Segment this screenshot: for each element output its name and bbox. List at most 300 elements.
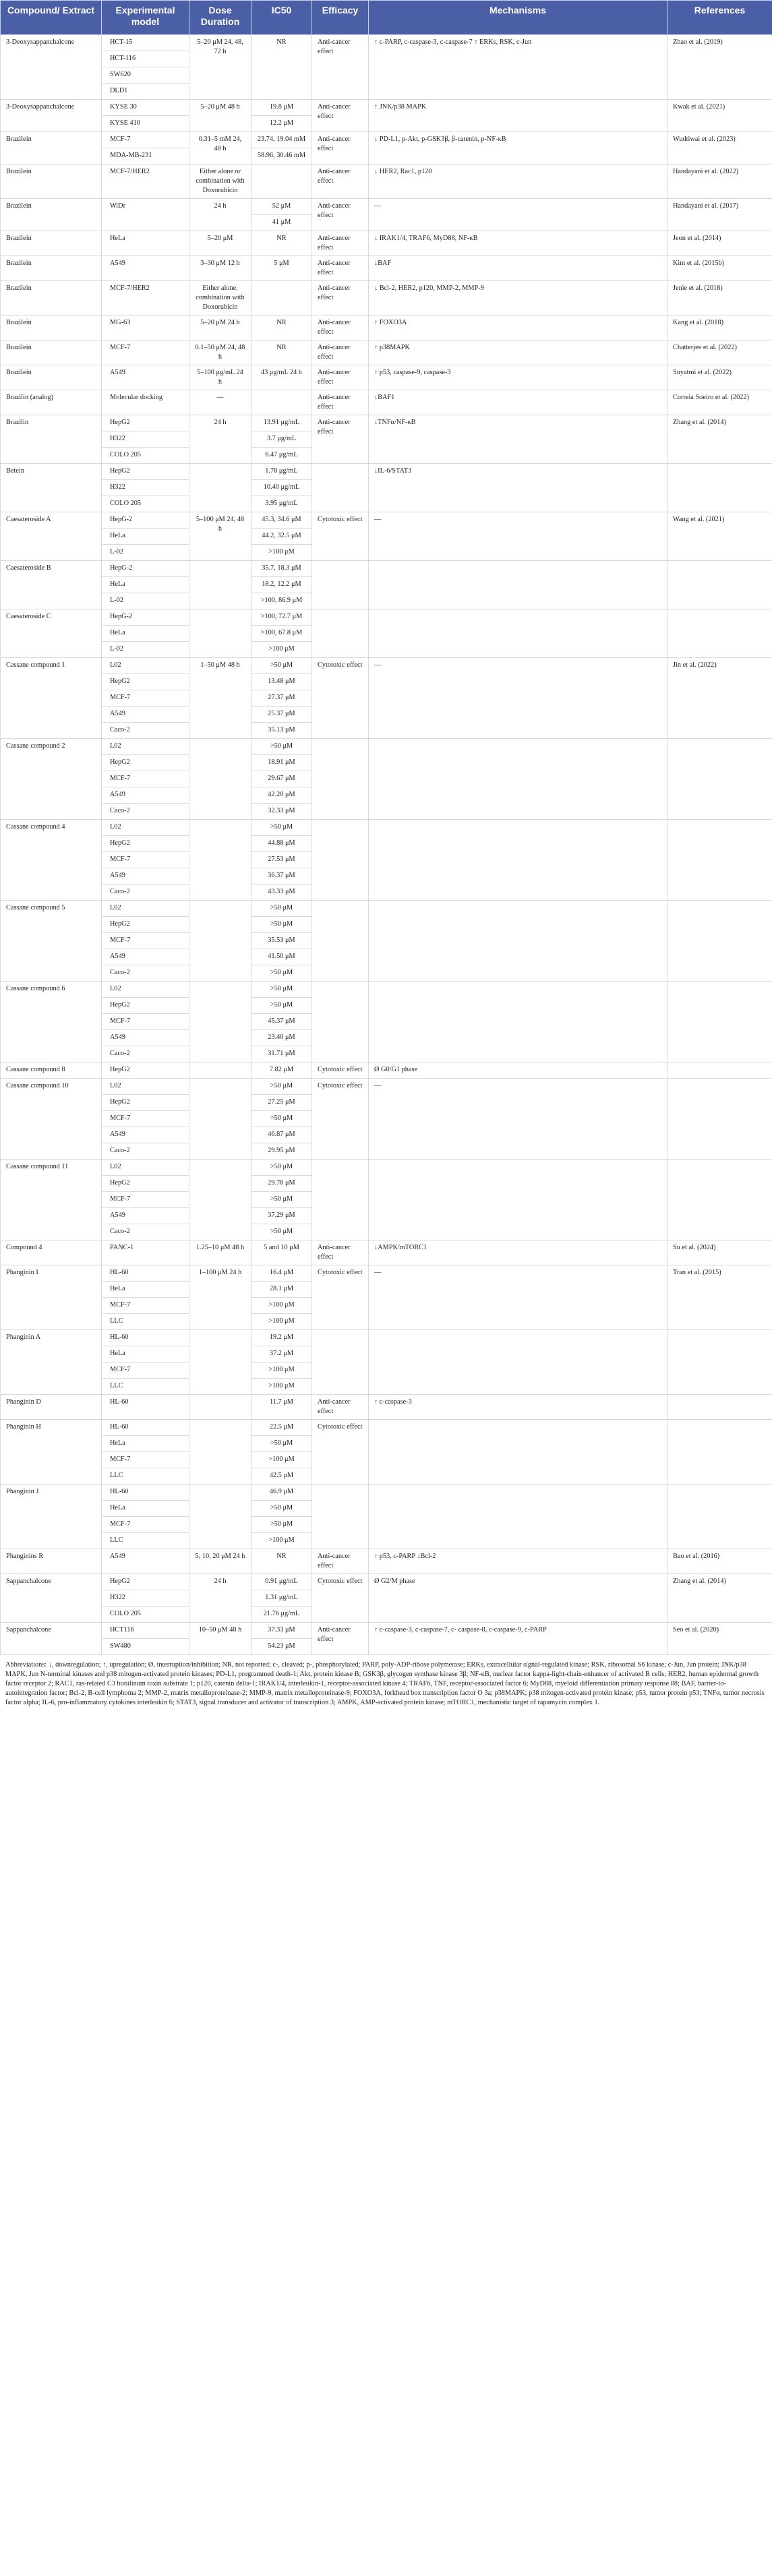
ic50-cell	[251, 281, 312, 316]
ic50-cell: 12.2 μM	[251, 116, 312, 132]
mechanisms-cell: ↑ p53, caspase-9, caspase-3	[369, 365, 667, 390]
dose-cell	[189, 1420, 251, 1485]
reference-cell: Kang et al. (2018)	[667, 316, 772, 340]
dose-cell: 10–50 μM 48 h	[189, 1623, 251, 1655]
reference-cell	[667, 1160, 772, 1240]
compound-cell: Cassane compound 1	[1, 658, 102, 739]
ic50-cell: 46.9 μM	[251, 1485, 312, 1501]
model-cell: L-02	[102, 593, 189, 609]
model-cell: KYSE 410	[102, 116, 189, 132]
model-cell: L02	[102, 901, 189, 917]
reference-cell	[667, 739, 772, 820]
header-references: References	[667, 1, 772, 35]
efficacy-cell: Cytotoxic effect	[312, 1574, 369, 1623]
model-cell: HeLa	[102, 626, 189, 642]
ic50-cell: >100 μM	[251, 1533, 312, 1549]
reference-cell	[667, 1330, 772, 1395]
efficacy-cell	[312, 1160, 369, 1240]
compound-cell: Brazilein	[1, 316, 102, 340]
reference-cell: Zhang et al. (2014)	[667, 415, 772, 464]
dose-cell: 24 h	[189, 1574, 251, 1623]
compound-cell: Phanginin I	[1, 1265, 102, 1330]
compound-cell: Brazilein	[1, 281, 102, 316]
mechanisms-cell	[369, 901, 667, 982]
ic50-cell: 36.37 μM	[251, 868, 312, 885]
model-cell: MCF-7	[102, 1298, 189, 1314]
header-row	[1, 1, 772, 35]
table-row	[1, 164, 772, 199]
model-cell: HepG2	[102, 998, 189, 1014]
model-cell: PANC-1	[102, 1240, 189, 1265]
ic50-cell: >50 μM	[251, 1192, 312, 1208]
reference-cell	[667, 464, 772, 512]
dose-cell: 5–20 μM 24, 48, 72 h	[189, 35, 251, 100]
compound-cell: Brazilein	[1, 365, 102, 390]
model-cell: HL-60	[102, 1265, 189, 1282]
dose-cell: 0.1–50 μM 24, 48 h	[189, 340, 251, 365]
ic50-cell: 42.5 μM	[251, 1468, 312, 1485]
model-cell: SW480	[102, 1639, 189, 1655]
mechanisms-cell: ↓TNFα/NF-κB	[369, 415, 667, 464]
reference-cell: Handayani et al. (2017)	[667, 199, 772, 231]
ic50-cell: 45.37 μM	[251, 1014, 312, 1030]
dose-cell: 1–50 μM 48 h	[189, 658, 251, 739]
mechanisms-cell: ↑ FOXO3A	[369, 316, 667, 340]
mechanisms-cell: Ø G2/M phase	[369, 1574, 667, 1623]
model-cell: HL-60	[102, 1485, 189, 1501]
model-cell: A549	[102, 949, 189, 965]
ic50-cell: >50 μM	[251, 1224, 312, 1240]
model-cell: A549	[102, 1549, 189, 1574]
compound-cell: Cassane compound 6	[1, 982, 102, 1062]
dose-cell: 5–100 μM 24, 48 h	[189, 512, 251, 561]
ic50-cell: NR	[251, 231, 312, 256]
table-row	[1, 1160, 772, 1176]
ic50-cell: >50 μM	[251, 1160, 312, 1176]
ic50-cell: 5 μM	[251, 256, 312, 281]
model-cell: A549	[102, 1208, 189, 1224]
table-row	[1, 365, 772, 390]
ic50-cell: >100 μM	[251, 642, 312, 658]
compound-cell: Brazilein	[1, 340, 102, 365]
model-cell: HL-60	[102, 1330, 189, 1346]
compound-cell: Phanginins R	[1, 1549, 102, 1574]
ic50-cell: 11.7 μM	[251, 1395, 312, 1420]
table-row	[1, 281, 772, 316]
efficacy-cell: Cytotoxic effect	[312, 658, 369, 739]
ic50-cell: 29.67 μM	[251, 771, 312, 787]
ic50-cell: NR	[251, 1549, 312, 1574]
abbreviations-footnote: Abbreviations: ↓, downregulation; ↑, upregulation; Ø, interruption/inhibition; NR, not reported; c-, cleaved; p-, phosphorylated; PARP, poly-ADP-ribose polymerase; ERKs, extracellular signal-regulated kinase; RSK, ribosomal S6 kinase; c-Jun, Jun protein; JNK/p38 MAPK, Jun N-terminal kinases and p38 mitogen-activated protein kinases; PD-L1, programmed death-1; Akt, protein kinase B; GSK3β, glycogen synthase kinase 3β; NF-κB, nuclear factor kappa-light-chain-enhancer of activated B cells; HER2, human epidermal growth factor receptor 2; RAC1, ras-related C3 botulinum toxin substrate 1; p120, catenin delta-1; IRAK1/4, interleukin-1, receptor-associated kinase 4; TRAF6, TNF, receptor-associated factor 6; MyD88, myeloid differentiation primary response 88; BAF, barrier-to-autointegration factor; Bcl-2, B-cell lymphoma 2; MMP-2, matrix metalloproteinase-2; MMP-9, matrix metalloproteinase-9; FOXO3A, forkhead box transcription factor O 3a; p38MAPK; p38 mitogen-activated protein kinase; p53, tumor protein p53; TNFα, tumor necrosis factor alpha; IL-6, pro-inflammatory cytokines interleukin 6; STAT3, signal transducer and activator of transcription 3; AMPK, AMP-activated protein kinase; mTORC1, mechanistic target of rapamycin complex 1.	[5, 1661, 765, 1706]
efficacy-cell	[312, 739, 369, 820]
model-cell: MCF-7	[102, 1014, 189, 1030]
ic50-cell: >50 μM	[251, 1517, 312, 1533]
dose-cell: 24 h	[189, 415, 251, 464]
model-cell: COLO 205	[102, 448, 189, 464]
mechanisms-cell: —	[369, 1079, 667, 1160]
ic50-cell: >100, 86.9 μM	[251, 593, 312, 609]
model-cell: WiDr	[102, 199, 189, 231]
model-cell: HepG2	[102, 836, 189, 852]
model-cell: LLC	[102, 1468, 189, 1485]
model-cell: H322	[102, 431, 189, 448]
ic50-cell: >50 μM	[251, 982, 312, 998]
ic50-cell: 44.88 μM	[251, 836, 312, 852]
ic50-cell: 31.71 μM	[251, 1046, 312, 1062]
dose-cell	[189, 982, 251, 1062]
dose-cell	[189, 1160, 251, 1240]
ic50-cell: 43 μg/mL 24 h	[251, 365, 312, 390]
ic50-cell: 18.2, 12.2 μM	[251, 577, 312, 593]
ic50-cell: 42.20 μM	[251, 787, 312, 804]
mechanisms-cell: —	[369, 512, 667, 561]
ic50-cell: 1.31 μg/mL	[251, 1590, 312, 1607]
model-cell: HeLa	[102, 1282, 189, 1298]
model-cell: HepG2	[102, 1176, 189, 1192]
mechanisms-cell: —	[369, 658, 667, 739]
table-row	[1, 739, 772, 755]
reference-cell: Chatterjee et al. (2022)	[667, 340, 772, 365]
table-row	[1, 1265, 772, 1282]
table-row	[1, 901, 772, 917]
mechanisms-cell	[369, 609, 667, 658]
model-cell: L-02	[102, 545, 189, 561]
table-row	[1, 256, 772, 281]
table-row	[1, 1330, 772, 1346]
model-cell: HepG2	[102, 1062, 189, 1079]
ic50-cell: >50 μM	[251, 965, 312, 982]
ic50-cell: 27.37 μM	[251, 690, 312, 707]
table-row	[1, 316, 772, 340]
mechanisms-cell: ↓AMPK/mTORC1	[369, 1240, 667, 1265]
efficacy-cell	[312, 464, 369, 512]
efficacy-cell: Anti-cancer effect	[312, 35, 369, 100]
efficacy-cell	[312, 1330, 369, 1395]
model-cell: HepG2	[102, 415, 189, 431]
efficacy-cell: Anti-cancer effect	[312, 281, 369, 316]
compound-cell: Caesateroside C	[1, 609, 102, 658]
compound-cell: Brazilein	[1, 164, 102, 199]
efficacy-cell: Cytotoxic effect	[312, 1062, 369, 1079]
reference-cell: Zhang et al. (2014)	[667, 1574, 772, 1623]
reference-cell: Kim et al. (2015b)	[667, 256, 772, 281]
dose-cell: 5, 10, 20 μM 24 h	[189, 1549, 251, 1574]
efficacy-cell: Anti-cancer effect	[312, 231, 369, 256]
reference-cell: Wudtiwai et al. (2023)	[667, 132, 772, 164]
efficacy-cell: Anti-cancer effect	[312, 1623, 369, 1655]
mechanisms-cell: ↑ c-caspase-3	[369, 1395, 667, 1420]
dose-cell: Either alone, combination with Doxorubicin	[189, 281, 251, 316]
ic50-cell: >50 μM	[251, 1111, 312, 1127]
table-row	[1, 132, 772, 148]
model-cell: MCF-7	[102, 690, 189, 707]
model-cell: HL-60	[102, 1420, 189, 1436]
model-cell: A549	[102, 787, 189, 804]
header-mechanisms: Mechanisms	[369, 1, 667, 35]
ic50-cell: 41 μM	[251, 215, 312, 231]
compound-cell: Phanginin A	[1, 1330, 102, 1395]
model-cell: HepG-2	[102, 561, 189, 577]
ic50-cell: 16.4 μM	[251, 1265, 312, 1282]
ic50-cell: 29.95 μM	[251, 1143, 312, 1160]
efficacy-cell: Anti-cancer effect	[312, 316, 369, 340]
ic50-cell: 35.13 μM	[251, 723, 312, 739]
table-row	[1, 1079, 772, 1095]
dose-cell: 5–20 μM 48 h	[189, 100, 251, 132]
dose-cell	[189, 609, 251, 658]
mechanisms-cell: —	[369, 199, 667, 231]
ic50-cell: 27.25 μM	[251, 1095, 312, 1111]
ic50-cell: >50 μM	[251, 1079, 312, 1095]
model-cell: HepG2	[102, 464, 189, 480]
model-cell: COLO 205	[102, 1607, 189, 1623]
ic50-cell: 35.53 μM	[251, 933, 312, 949]
ic50-cell: NR	[251, 316, 312, 340]
model-cell: Caco-2	[102, 1143, 189, 1160]
model-cell: MCF-7	[102, 1517, 189, 1533]
efficacy-cell: Cytotoxic effect	[312, 1420, 369, 1485]
table-row	[1, 658, 772, 674]
efficacy-cell: Anti-cancer effect	[312, 256, 369, 281]
compound-cell: Phanginin D	[1, 1395, 102, 1420]
mechanisms-cell	[369, 739, 667, 820]
dose-cell	[189, 464, 251, 512]
table-row	[1, 512, 772, 529]
header-model: Experimental model	[102, 1, 189, 35]
model-cell: DLD1	[102, 84, 189, 100]
reference-cell: Kwak et al. (2021)	[667, 100, 772, 132]
ic50-cell: >100 μM	[251, 1379, 312, 1395]
reference-cell	[667, 1485, 772, 1549]
mechanisms-cell: ↑ p38MAPK	[369, 340, 667, 365]
ic50-cell: >50 μM	[251, 1501, 312, 1517]
compound-cell: Caesateroside A	[1, 512, 102, 561]
ic50-cell: 1.78 μg/mL	[251, 464, 312, 480]
model-cell: LLC	[102, 1379, 189, 1395]
model-cell: HepG2	[102, 755, 189, 771]
reference-cell: Jin et al. (2022)	[667, 658, 772, 739]
mechanisms-cell	[369, 820, 667, 901]
model-cell: L02	[102, 820, 189, 836]
reference-cell: Seo et al. (2020)	[667, 1623, 772, 1655]
model-cell: MCF-7	[102, 132, 189, 148]
model-cell: Caco-2	[102, 804, 189, 820]
model-cell: L02	[102, 982, 189, 998]
mechanisms-cell: ↓ HER2, Rac1, p120	[369, 164, 667, 199]
table-row	[1, 1240, 772, 1265]
ic50-cell: 10.40 μg/mL	[251, 480, 312, 496]
mechanisms-cell: ↑ p53, c-PARP ↓Bcl-2	[369, 1549, 667, 1574]
ic50-cell: >100 μM	[251, 545, 312, 561]
dose-cell: —	[189, 390, 251, 415]
table-row	[1, 199, 772, 215]
compound-cell: Cassane compound 11	[1, 1160, 102, 1240]
model-cell: A549	[102, 1030, 189, 1046]
compound-cell: Cassane compound 2	[1, 739, 102, 820]
ic50-cell: 44.2, 32.5 μM	[251, 529, 312, 545]
ic50-cell: >50 μM	[251, 820, 312, 836]
model-cell: MCF-7	[102, 1192, 189, 1208]
ic50-cell: >100 μM	[251, 1452, 312, 1468]
ic50-cell	[251, 390, 312, 415]
table-body	[1, 35, 772, 1655]
reference-cell: Bao et al. (2016)	[667, 1549, 772, 1574]
table-row	[1, 464, 772, 480]
compound-cell: Sappanchalcone	[1, 1574, 102, 1623]
ic50-cell: 21.76 μg/mL	[251, 1607, 312, 1623]
table-row	[1, 231, 772, 256]
ic50-cell: 3.95 μg/mL	[251, 496, 312, 512]
mechanisms-cell	[369, 1420, 667, 1485]
header-dose: Dose Duration	[189, 1, 251, 35]
ic50-cell: 18.91 μM	[251, 755, 312, 771]
dose-cell: 1.25–10 μM 48 h	[189, 1240, 251, 1265]
compound-cell: Phanginin H	[1, 1420, 102, 1485]
efficacy-cell: Anti-cancer effect	[312, 132, 369, 164]
model-cell: L02	[102, 1079, 189, 1095]
dose-cell: 24 h	[189, 199, 251, 231]
compound-cell: Phanginin J	[1, 1485, 102, 1549]
dose-cell: 1–100 μM 24 h	[189, 1265, 251, 1330]
ic50-cell: >100 μM	[251, 1314, 312, 1330]
model-cell: MCF-7	[102, 852, 189, 868]
reference-cell: Zhao et al. (2019)	[667, 35, 772, 100]
reference-cell: Wang et al. (2021)	[667, 512, 772, 561]
compound-cell: Brazilin (analog)	[1, 390, 102, 415]
efficacy-cell: Anti-cancer effect	[312, 1395, 369, 1420]
model-cell: HeLa	[102, 231, 189, 256]
model-cell: HepG2	[102, 917, 189, 933]
ic50-cell: 54.23 μM	[251, 1639, 312, 1655]
reference-cell: Tran et al. (2015)	[667, 1265, 772, 1330]
model-cell: HeLa	[102, 577, 189, 593]
ic50-cell: 37.2 μM	[251, 1346, 312, 1362]
model-cell: MCF-7	[102, 771, 189, 787]
reference-cell	[667, 1079, 772, 1160]
model-cell: L02	[102, 1160, 189, 1176]
model-cell: COLO 205	[102, 496, 189, 512]
model-cell: HeLa	[102, 529, 189, 545]
table-row	[1, 1420, 772, 1436]
table-row	[1, 1485, 772, 1501]
table-row	[1, 561, 772, 577]
ic50-cell: 46.87 μM	[251, 1127, 312, 1143]
model-cell: MDA-MB-231	[102, 148, 189, 164]
model-cell: Caco-2	[102, 965, 189, 982]
model-cell: Caco-2	[102, 885, 189, 901]
ic50-cell: 23.40 μM	[251, 1030, 312, 1046]
model-cell: SW620	[102, 67, 189, 84]
model-cell: HeLa	[102, 1346, 189, 1362]
model-cell: HepG-2	[102, 512, 189, 529]
mechanisms-cell	[369, 1330, 667, 1395]
ic50-cell	[251, 164, 312, 199]
efficacy-cell	[312, 1485, 369, 1549]
efficacy-cell: Anti-cancer effect	[312, 340, 369, 365]
model-cell: MG-63	[102, 316, 189, 340]
model-cell: HepG-2	[102, 609, 189, 626]
table-row	[1, 340, 772, 365]
mechanisms-cell: ↑ c-caspase-3, c-caspase-7, c- caspase-8, c-caspase-9, c-PARP	[369, 1623, 667, 1655]
mechanisms-cell	[369, 1485, 667, 1549]
ic50-cell: 37.29 μM	[251, 1208, 312, 1224]
table-row	[1, 1623, 772, 1639]
dose-cell	[189, 1062, 251, 1079]
ic50-cell: 0.91 μg/mL	[251, 1574, 312, 1590]
mechanisms-cell: ↓BAF	[369, 256, 667, 281]
table-row	[1, 1549, 772, 1574]
ic50-cell: 23.74, 19.04 mM	[251, 132, 312, 148]
efficacy-cell: Anti-cancer effect	[312, 365, 369, 390]
model-cell: A549	[102, 868, 189, 885]
efficacy-cell: Cytotoxic effect	[312, 512, 369, 561]
compound-cell: Betein	[1, 464, 102, 512]
mechanisms-cell: ↓BAF1	[369, 390, 667, 415]
compound-cell: Compound 4	[1, 1240, 102, 1265]
reference-cell: Handayani et al. (2022)	[667, 164, 772, 199]
mechanisms-cell: ↓ PD-L1, p-Akt, p-GSK3β, β-catenin, p-NF-κB	[369, 132, 667, 164]
dose-cell	[189, 1395, 251, 1420]
compound-cell: Caesateroside B	[1, 561, 102, 609]
mechanisms-cell: ↑ c-PARP, c-caspase-3, c-caspase-7 ↑ ERKs, RSK, c-Jun	[369, 35, 667, 100]
model-cell: Caco-2	[102, 1046, 189, 1062]
reference-cell	[667, 1395, 772, 1420]
reference-cell	[667, 609, 772, 658]
efficacy-cell	[312, 609, 369, 658]
efficacy-cell: Anti-cancer effect	[312, 1549, 369, 1574]
ic50-cell: 7.82 μM	[251, 1062, 312, 1079]
reference-cell	[667, 561, 772, 609]
mechanisms-cell: ↑ JNK/p38 MAPK	[369, 100, 667, 132]
header-compound: Compound/ Extract	[1, 1, 102, 35]
ic50-cell: 5 and 10 μM	[251, 1240, 312, 1265]
model-cell: HCT-15	[102, 35, 189, 51]
table-row	[1, 609, 772, 626]
ic50-cell: 41.50 μM	[251, 949, 312, 965]
ic50-cell: 28.1 μM	[251, 1282, 312, 1298]
dose-cell	[189, 1079, 251, 1160]
ic50-cell: 13.48 μM	[251, 674, 312, 690]
compound-cell: Brazilein	[1, 199, 102, 231]
ic50-cell: 3.7 μg/mL	[251, 431, 312, 448]
efficacy-cell	[312, 820, 369, 901]
model-cell: KYSE 30	[102, 100, 189, 116]
model-cell: HeLa	[102, 1436, 189, 1452]
dose-cell	[189, 820, 251, 901]
efficacy-cell	[312, 982, 369, 1062]
reference-cell: Correia Soeiro et al. (2022)	[667, 390, 772, 415]
dose-cell	[189, 901, 251, 982]
efficacy-cell: Anti-cancer effect	[312, 415, 369, 464]
compound-cell: Cassane compound 10	[1, 1079, 102, 1160]
dose-cell: 0.31–5 mM 24, 48 h	[189, 132, 251, 164]
ic50-cell: 29.78 μM	[251, 1176, 312, 1192]
model-cell: HepG2	[102, 1574, 189, 1590]
reference-cell	[667, 982, 772, 1062]
compound-cell: Cassane compound 5	[1, 901, 102, 982]
ic50-cell: >100, 72.7 μM	[251, 609, 312, 626]
reference-cell	[667, 1420, 772, 1485]
table-row	[1, 1395, 772, 1420]
dose-cell	[189, 561, 251, 609]
ic50-cell: 58.96, 30.46 mM	[251, 148, 312, 164]
ic50-cell: 43.33 μM	[251, 885, 312, 901]
ic50-cell: 45.3, 34.6 μM	[251, 512, 312, 529]
mechanisms-cell: —	[369, 1265, 667, 1330]
mechanisms-cell	[369, 561, 667, 609]
dose-cell	[189, 1330, 251, 1395]
efficacy-cell: Anti-cancer effect	[312, 199, 369, 231]
